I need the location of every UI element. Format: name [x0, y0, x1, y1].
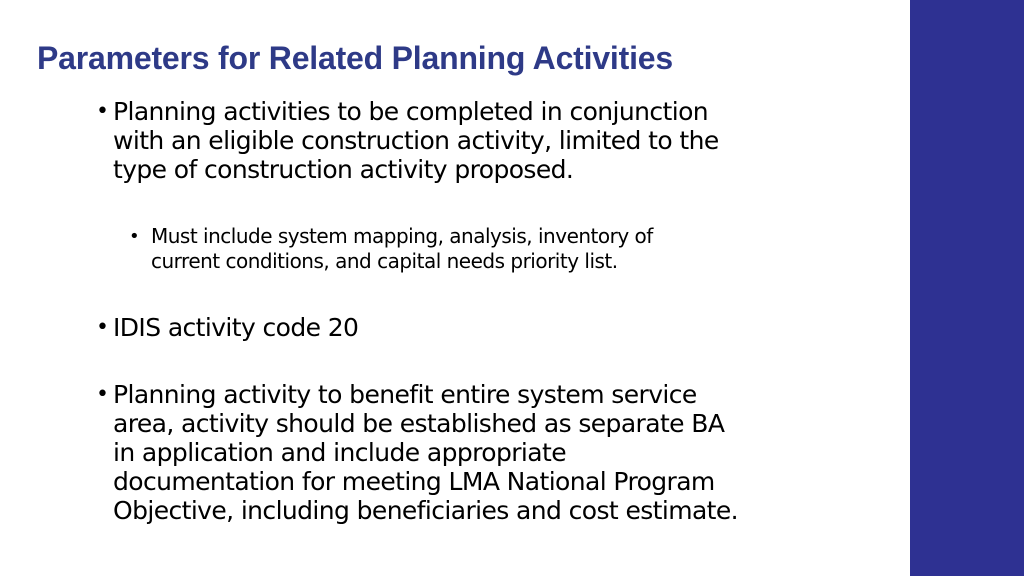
bullet-marker: •: [96, 99, 109, 124]
bullet-idis-activity-code: [96, 313, 843, 342]
bullet-text: Must include system mapping, analysis, inventory of current conditions, and capital needs priority list.: [151, 224, 653, 273]
bullet-text: IDIS activity code 20: [113, 313, 359, 342]
bullet-marker: •: [96, 382, 109, 407]
bullet-text: Planning activity to benefit entire system service area, activity should be established as separate BA in application and include appropriate documentation for meeting LMA National Program Objective, including beneficiaries and cost estimate.: [113, 380, 738, 525]
side-accent-band: [910, 0, 1024, 576]
sub-bullet-must-include: [129, 224, 821, 274]
bullet-planning-activity-benefit: [96, 380, 843, 525]
bullet-marker: •: [96, 315, 109, 340]
bullet-text: Planning activities to be completed in conjunction with an eligible construction activity, limited to the type of construction activity proposed.: [113, 97, 719, 184]
bullet-planning-activities: [96, 97, 843, 184]
slide-title: Parameters for Related Planning Activities: [37, 40, 673, 76]
bullet-marker: •: [129, 226, 140, 247]
